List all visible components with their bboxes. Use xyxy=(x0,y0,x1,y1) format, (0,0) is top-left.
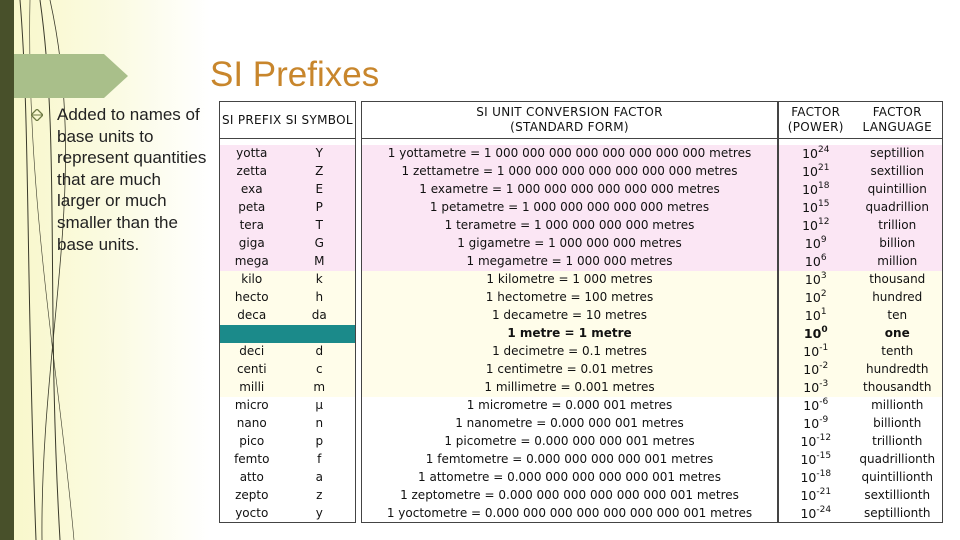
prefix-cell: femto xyxy=(234,451,270,466)
table-row xyxy=(220,415,356,433)
language-cell: hundredth xyxy=(866,362,929,377)
prefix-cell: micro xyxy=(234,398,269,413)
power-base: 10 xyxy=(803,326,822,342)
table-row xyxy=(220,145,356,163)
table-row xyxy=(362,145,778,163)
table-row xyxy=(779,307,943,325)
symbol-cell: k xyxy=(315,272,323,287)
power-cell xyxy=(779,397,853,415)
table-row xyxy=(220,486,356,504)
power-exponent: -1 xyxy=(819,342,829,353)
prefix-cell: milli xyxy=(239,380,265,395)
table-row xyxy=(362,486,778,504)
power-cell xyxy=(779,433,853,451)
conversion-cell: 1 femtometre = 0.000 000 000 000 001 metres xyxy=(425,451,714,466)
table-row xyxy=(362,468,778,486)
power-base: 10 xyxy=(800,469,817,485)
power-cell xyxy=(779,325,853,343)
prefix-cell: peta xyxy=(238,200,266,215)
conversion-cell: 1 petametre = 1 000 000 000 000 000 metres xyxy=(429,200,710,215)
conversion-cell: 1 hectometre = 100 metres xyxy=(485,290,654,305)
table-row xyxy=(220,289,356,307)
conversion-table xyxy=(361,101,778,523)
table-row xyxy=(362,361,778,379)
symbol-cell: µ xyxy=(315,398,324,413)
conversion-cell: 1 attometre = 0.000 000 000 000 000 001 metres xyxy=(418,469,721,484)
power-base: 10 xyxy=(802,164,818,180)
power-exponent: 12 xyxy=(817,217,830,228)
power-exponent: -3 xyxy=(819,378,829,389)
table-row xyxy=(220,468,356,486)
table-row xyxy=(779,325,943,343)
table-row xyxy=(362,343,778,361)
language-cell: quadrillion xyxy=(865,200,929,215)
symbol-cell: p xyxy=(315,433,324,448)
power-base: 10 xyxy=(802,200,818,216)
power-cell xyxy=(779,289,853,307)
table-row xyxy=(362,433,778,451)
green-arrow-shape xyxy=(14,54,128,98)
table-row xyxy=(220,271,356,289)
power-exponent: -9 xyxy=(819,414,829,425)
language-cell: septillionth xyxy=(863,505,931,520)
power-base: 10 xyxy=(803,398,820,414)
header-conversion: SI UNIT CONVERSION FACTOR (STANDARD FORM) xyxy=(362,102,778,139)
table-row xyxy=(779,163,943,181)
power-exponent: -24 xyxy=(816,504,832,515)
factor-table xyxy=(778,101,943,523)
header-power: FACTOR (POWER) xyxy=(779,102,853,139)
conversion-cell: 1 millimetre = 0.001 metres xyxy=(484,380,655,395)
power-cell xyxy=(779,217,853,235)
language-cell: tenth xyxy=(881,344,914,359)
table-row xyxy=(779,271,943,289)
prefix-cell: zetta xyxy=(236,164,267,179)
power-base: 10 xyxy=(800,433,817,449)
power-exponent: 21 xyxy=(817,163,830,174)
power-cell xyxy=(779,163,853,181)
symbol-cell: h xyxy=(315,290,324,305)
table-row xyxy=(362,397,778,415)
power-base: 10 xyxy=(804,308,821,324)
power-base: 10 xyxy=(802,182,818,198)
symbol-cell: c xyxy=(315,362,323,377)
power-base: 10 xyxy=(804,254,821,270)
power-base: 10 xyxy=(804,236,821,252)
power-cell xyxy=(779,486,853,504)
prefix-symbol-table xyxy=(219,101,356,523)
language-cell: septillion xyxy=(870,146,925,161)
power-base: 10 xyxy=(804,272,821,288)
power-cell xyxy=(779,145,853,163)
table-row xyxy=(779,486,943,504)
conversion-cell: 1 centimetre = 0.01 metres xyxy=(485,362,654,377)
prefix-cell: exa xyxy=(240,182,263,197)
power-exponent: -15 xyxy=(816,450,832,461)
power-cell xyxy=(779,343,853,361)
power-cell xyxy=(779,307,853,325)
table-row xyxy=(779,397,943,415)
power-exponent: -2 xyxy=(819,360,829,371)
power-base: 10 xyxy=(802,146,818,162)
header-language: FACTOR LANGUAGE xyxy=(853,102,943,139)
table-row xyxy=(220,361,356,379)
language-cell: trillionth xyxy=(872,433,923,448)
language-cell: thousandth xyxy=(863,380,932,395)
table-row xyxy=(779,361,943,379)
symbol-cell: a xyxy=(315,469,323,484)
power-base: 10 xyxy=(800,451,817,467)
power-cell xyxy=(779,450,853,468)
table-row xyxy=(362,181,778,199)
conversion-cell: 1 terametre = 1 000 000 000 000 metres xyxy=(444,218,695,233)
language-cell: thousand xyxy=(869,272,926,287)
symbol-cell: f xyxy=(317,451,322,466)
table-row xyxy=(779,289,943,307)
power-cell xyxy=(779,468,853,486)
power-base: 10 xyxy=(800,505,817,521)
power-exponent: -12 xyxy=(816,432,832,443)
symbol-cell: da xyxy=(311,308,327,323)
prefix-cell: giga xyxy=(238,236,265,251)
table-row xyxy=(220,379,356,397)
table-row xyxy=(220,397,356,415)
prefix-cell: pico xyxy=(239,433,265,448)
prefix-cell: tera xyxy=(239,218,264,233)
symbol-cell xyxy=(284,325,356,343)
language-cell: hundred xyxy=(872,290,923,305)
prefix-cell: nano xyxy=(236,416,267,431)
table-row xyxy=(220,433,356,451)
power-exponent: 1 xyxy=(820,307,827,318)
table-row xyxy=(220,217,356,235)
language-cell: quintillion xyxy=(867,182,927,197)
language-cell: trillion xyxy=(878,218,917,233)
prefix-cell: yocto xyxy=(235,505,269,520)
table-row xyxy=(220,343,356,361)
prefix-cell: yotta xyxy=(236,146,268,161)
table-row xyxy=(362,199,778,217)
symbol-cell: P xyxy=(315,200,323,215)
power-exponent: 15 xyxy=(817,199,830,210)
conversion-cell: 1 gigametre = 1 000 000 000 metres xyxy=(457,236,682,251)
table-row xyxy=(362,253,778,271)
conversion-cell: 1 picometre = 0.000 000 000 001 metres xyxy=(444,433,695,448)
language-cell: million xyxy=(877,254,918,269)
table-row xyxy=(362,325,778,343)
power-exponent: -6 xyxy=(819,396,829,407)
table-row xyxy=(362,271,778,289)
power-exponent: 2 xyxy=(820,289,827,300)
symbol-cell: E xyxy=(315,182,324,197)
power-base: 10 xyxy=(803,380,820,396)
table-row xyxy=(779,468,943,486)
table-row xyxy=(362,235,778,253)
conversion-cell: 1 yoctometre = 0.000 000 000 000 000 000 000 001 metres xyxy=(386,505,753,520)
symbol-cell: z xyxy=(316,487,323,502)
power-cell xyxy=(779,504,853,522)
table-row xyxy=(220,199,356,217)
symbol-cell: M xyxy=(314,254,325,269)
table-row xyxy=(362,289,778,307)
table-row xyxy=(220,163,356,181)
table-row xyxy=(779,504,943,522)
table-row xyxy=(779,199,943,217)
power-cell xyxy=(779,361,853,379)
power-base: 10 xyxy=(803,362,820,378)
power-exponent: -21 xyxy=(816,486,832,497)
table-row xyxy=(220,181,356,199)
table-row xyxy=(779,450,943,468)
language-cell: one xyxy=(853,325,943,343)
prefix-cell: atto xyxy=(239,469,264,484)
power-cell xyxy=(779,415,853,433)
power-base: 10 xyxy=(803,416,820,432)
symbol-cell: m xyxy=(313,380,326,395)
conversion-cell: 1 kilometre = 1 000 metres xyxy=(486,272,653,287)
header-prefix: SI PREFIX xyxy=(220,102,284,139)
slide-title: SI Prefixes xyxy=(210,55,380,94)
table-row xyxy=(220,450,356,468)
table-row xyxy=(779,145,943,163)
symbol-cell: Y xyxy=(315,146,323,161)
symbol-cell: y xyxy=(315,505,323,520)
symbol-cell: T xyxy=(315,218,323,233)
power-cell xyxy=(779,199,853,217)
symbol-cell: n xyxy=(315,416,324,431)
table-row xyxy=(220,253,356,271)
power-cell xyxy=(779,253,853,271)
table-row xyxy=(362,217,778,235)
language-cell: billion xyxy=(879,236,916,251)
conversion-cell: 1 megametre = 1 000 000 metres xyxy=(466,254,673,269)
table-row xyxy=(362,307,778,325)
prefix-cell: hecto xyxy=(234,290,269,305)
language-cell: quintillionth xyxy=(861,469,933,484)
conversion-cell: 1 zettametre = 1 000 000 000 000 000 000 000 metres xyxy=(401,164,738,179)
power-base: 10 xyxy=(804,290,821,306)
conversion-cell: 1 metre = 1 metre xyxy=(362,325,778,343)
symbol-cell: d xyxy=(315,344,324,359)
symbol-cell: Z xyxy=(315,164,324,179)
table-row xyxy=(362,504,778,522)
diamond-bullet-icon xyxy=(31,109,43,121)
table-row xyxy=(779,181,943,199)
power-exponent: 18 xyxy=(817,181,830,192)
power-base: 10 xyxy=(800,487,817,503)
table-row xyxy=(779,433,943,451)
table-row xyxy=(362,450,778,468)
language-cell: ten xyxy=(887,308,908,323)
conversion-cell: 1 micrometre = 0.000 001 metres xyxy=(466,398,673,413)
header-symbol: SI SYMBOL xyxy=(284,102,356,139)
language-cell: sextillionth xyxy=(864,487,931,502)
prefix-cell: zepto xyxy=(235,487,269,502)
prefix-cell: centi xyxy=(236,362,267,377)
conversion-cell: 1 nanometre = 0.000 000 001 metres xyxy=(455,416,684,431)
power-base: 10 xyxy=(802,218,818,234)
conversion-cell: 1 decimetre = 0.1 metres xyxy=(492,344,647,359)
power-exponent: 9 xyxy=(820,235,827,246)
symbol-cell: G xyxy=(314,236,324,251)
table-row xyxy=(362,379,778,397)
power-cell xyxy=(779,235,853,253)
power-cell xyxy=(779,379,853,397)
prefix-cell xyxy=(220,325,284,343)
table-row xyxy=(220,235,356,253)
prefix-cell: mega xyxy=(234,254,269,269)
table-row xyxy=(220,504,356,522)
power-cell xyxy=(779,181,853,199)
power-cell xyxy=(779,271,853,289)
table-row xyxy=(362,415,778,433)
table-row xyxy=(779,379,943,397)
power-exponent: -18 xyxy=(816,468,832,479)
conversion-cell: 1 yottametre = 1 000 000 000 000 000 000 000 000 metres xyxy=(387,146,752,161)
power-exponent: 0 xyxy=(821,325,828,336)
bullet-text: Added to names of base units to represent quantities that are much larger or much smaller than the base units. xyxy=(57,105,207,254)
conversion-cell: 1 decametre = 10 metres xyxy=(491,308,648,323)
language-cell: millionth xyxy=(871,398,924,413)
power-exponent: 3 xyxy=(820,271,827,282)
language-cell: sextillion xyxy=(870,164,924,179)
table-row xyxy=(220,325,356,343)
prefix-cell: deci xyxy=(239,344,265,359)
table-row xyxy=(779,343,943,361)
table-row xyxy=(362,163,778,181)
table-row xyxy=(779,253,943,271)
power-exponent: 24 xyxy=(817,145,830,156)
table-row xyxy=(779,235,943,253)
language-cell: quadrillionth xyxy=(859,451,936,466)
prefix-cell: deca xyxy=(237,308,267,323)
conversion-cell: 1 zeptometre = 0.000 000 000 000 000 000 001 metres xyxy=(400,487,739,502)
prefix-cell: kilo xyxy=(241,272,263,287)
conversion-cell: 1 exametre = 1 000 000 000 000 000 000 metres xyxy=(419,182,720,197)
power-base: 10 xyxy=(803,344,820,360)
table-row xyxy=(779,415,943,433)
table-row xyxy=(779,217,943,235)
power-exponent: 6 xyxy=(820,253,827,264)
language-cell: billionth xyxy=(873,416,922,431)
table-row xyxy=(220,307,356,325)
